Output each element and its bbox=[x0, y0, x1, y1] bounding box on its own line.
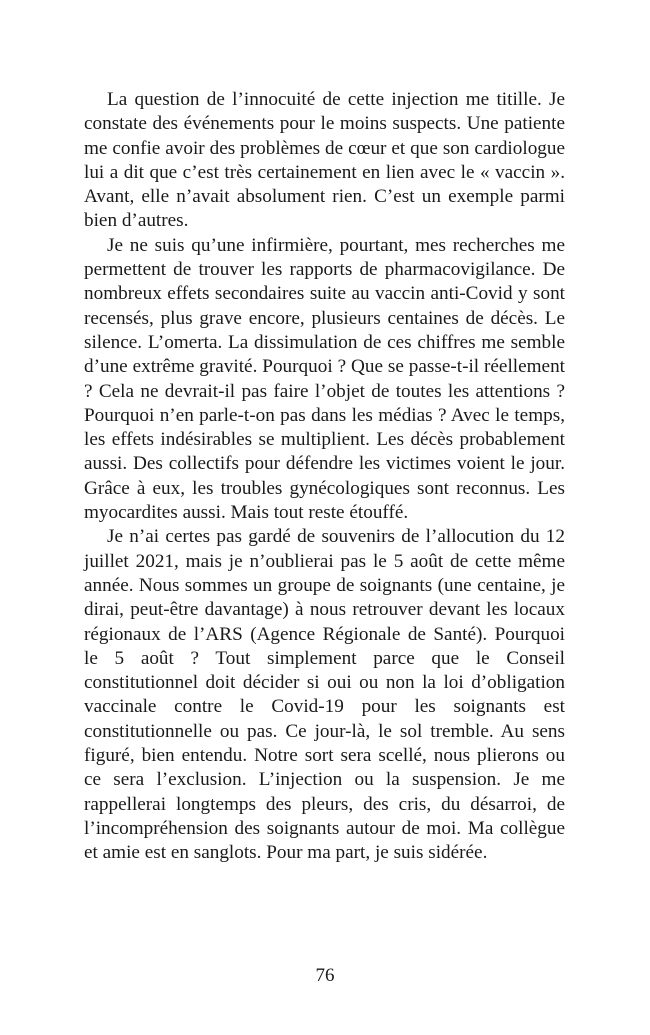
paragraph: La question de l’innocuité de cette injection me titille. Je constate des événements pour le moins suspects. Une patiente me confie avoir des problèmes de cœur et que son cardiologue lui a dit que c’est très certainement en lien avec le « vaccin ». Avant, elle n’avait absolument rien. C’est un exemple parmi bien d’autres. bbox=[84, 89, 565, 232]
paragraph: Je n’ai certes pas gardé de souvenirs de l’allocution du 12 juillet 2021, mais je n’oublierai pas le 5 août de cette même année. Nous sommes un groupe de soignants (une centaine, je dirai, peut-être davantage) à nous retrouver devant les locaux régionaux de l’ARS (Agence Régionale de Santé). Pourquoi le 5 août ? Tout simplement parce que le Conseil constitutionnel doit décider si oui ou non la loi d’obligation vaccinale contre le Covid-19 pour les soignants est constitutionnelle ou pas. Ce jour-là, le sol tremble. Au sens figuré, bien entendu. Notre sort sera scellé, nous plierons ou ce sera l’exclusion. L’injection ou la suspension. Je me rappellerai longtemps des pleurs, des cris, du désarroi, de l’incompréhension des soignants autour de moi. Ma collègue et amie est en sanglots. Pour ma part, je suis sidérée. bbox=[84, 526, 565, 864]
page-number: 76 bbox=[315, 965, 335, 986]
body-text bbox=[84, 88, 565, 866]
paragraph: Je ne suis qu’une infirmière, pourtant, mes recherches me permettent de trouver les rapports de pharmacovigilance. De nombreux effets secondaires suite au vaccin anti-Covid y sont recensés, plus grave encore, plusieurs centaines de décès. Le silence. L’omerta. La dissimulation de ces chiffres me semble d’une extrême gravité. Pourquoi ? Que se passe-t-il réellement ? Cela ne devrait-il pas faire l’objet de toutes les attentions ? Pourquoi n’en parle-t-on pas dans les médias ? Avec le temps, les effets indésirables se multiplient. Les décès probablement aussi. Des collectifs pour défendre les victimes voient le jour. Grâce à eux, les troubles gynécologiques sont reconnus. Les myocardites aussi. Mais tout reste étouffé. bbox=[84, 234, 565, 524]
